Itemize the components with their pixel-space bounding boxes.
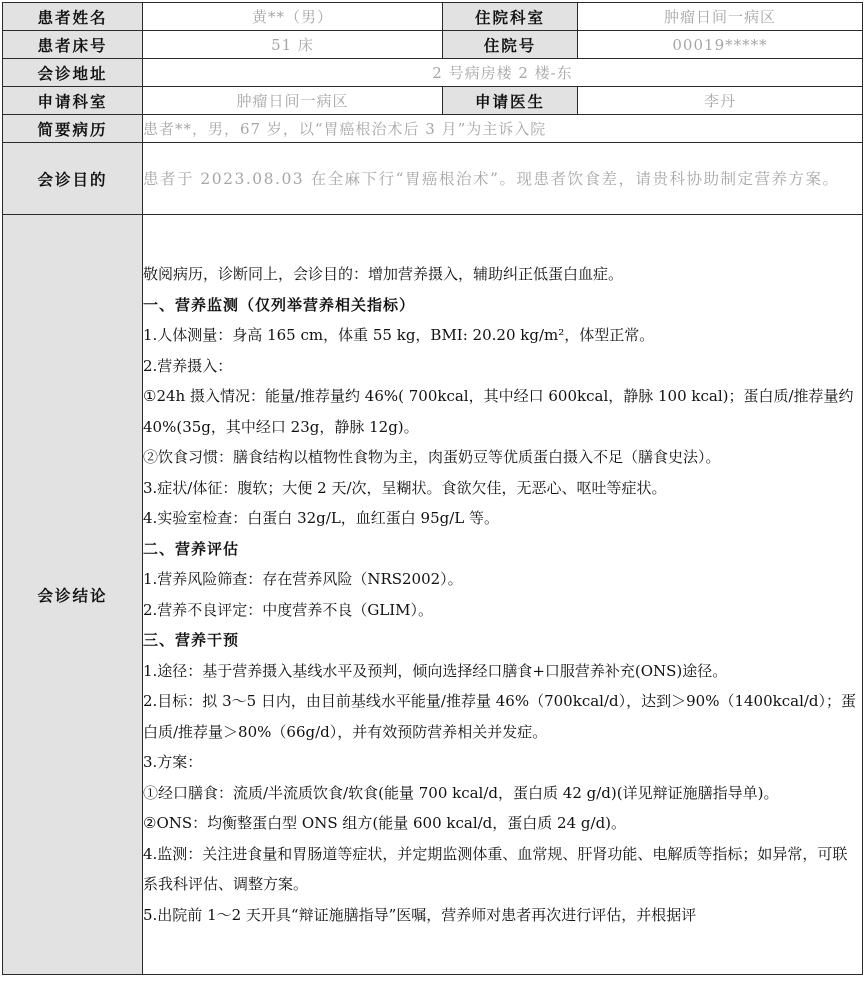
dept-value: 肿瘤日间一病区 (578, 3, 863, 31)
symptoms-line: 3.症状/体征：腹软；大便 2 天/次，呈糊状。食欲欠佳，无恶心、呕吐等症状。 (143, 478, 667, 497)
history-label: 简要病历 (3, 115, 143, 143)
name-label: 患者姓名 (3, 3, 143, 31)
anthropometry-line: 1.人体测量：身高 165 cm，体重 55 kg，BMI: 20.20 kg/m²，体型正常。 (143, 326, 655, 344)
purpose-label: 会诊目的 (3, 143, 143, 215)
section-heading-intervention: 三、营养干预 (143, 631, 240, 649)
bed-label: 患者床号 (3, 31, 143, 59)
row-patient-name (3, 3, 863, 31)
row-bed (3, 31, 863, 59)
name-value: 黄**（男） (143, 3, 443, 31)
conclusion-body (143, 215, 863, 975)
req-dept-label: 申请科室 (3, 87, 143, 115)
location-label: 会诊地址 (3, 59, 143, 87)
admission-no-label: 住院号 (443, 31, 578, 59)
plan-heading: 3.方案： (143, 753, 203, 771)
ons-line: ②ONS：均衡整蛋白型 ONS 组方(能量 600 kcal/d，蛋白质 24 g/d)。 (143, 814, 627, 832)
lab-line: 4.实验室检查：白蛋白 32g/L，血红蛋白 95g/L 等。 (143, 509, 500, 527)
section-heading-assessment: 二、营养评估 (143, 539, 240, 558)
conclusion-intro: 敬阅病历，诊断同上，会诊目的：增加营养摄入，辅助纠正低蛋白血症。 (143, 265, 624, 283)
row-location (3, 59, 863, 87)
goal-line: 2.目标：拟 3～5 日内，由目前基线水平能量/推荐量 46%（700kcal/d），达到＞90%（1400kcal/d）；蛋白质/推荐量＞80%（66g/d），并有效预防营养相关并发症。 (143, 692, 857, 741)
req-doctor-label: 申请医生 (443, 87, 578, 115)
discharge-line: 5.出院前 1～2 天开具“辩证施膳指导”医嘱，营养师对患者再次进行评估，并根据评 (143, 905, 697, 924)
req-doctor-value: 李丹 (578, 87, 863, 115)
intake-24h-line: ①24h 摄入情况：能量/推荐量约 46%( 700kcal，其中经口 600kcal，静脉 100 kcal)；蛋白质/推荐量约 40%(35g，其中经口 23g，静脉 12g)。 (143, 387, 854, 436)
conclusion-label: 会诊结论 (3, 215, 143, 975)
row-conclusion (3, 215, 863, 975)
malnutrition-line: 2.营养不良评定：中度营养不良（GLIM）。 (143, 600, 434, 619)
row-history (3, 115, 863, 143)
monitoring-line: 4.监测：关注进食量和胃肠道等症状，并定期监测体重、血常规、肝肾功能、电解质等指标；如异常，可联系我科评估、调整方案。 (143, 844, 848, 893)
row-request (3, 87, 863, 115)
consultation-form (2, 2, 863, 975)
bed-value: 51 床 (143, 31, 443, 59)
oral-diet-line: ①经口膳食：流质/半流质饮食/软食(能量 700 kcal/d，蛋白质 42 g/d)(详见辩证施膳指导单)。 (143, 783, 779, 802)
history-value: 患者**，男，67 岁，以“胃癌根治术后 3 月”为主诉入院 (143, 115, 863, 143)
row-purpose (3, 143, 863, 215)
location-value: 2 号病房楼 2 楼-东 (143, 59, 863, 87)
diet-habit-line: ②饮食习惯：膳食结构以植物性食物为主，肉蛋奶豆等优质蛋白摄入不足（膳食史法）。 (143, 448, 721, 466)
intake-heading: 2.营养摄入： (143, 356, 233, 375)
risk-screening-line: 1.营养风险筛查：存在营养风险（NRS2002）。 (143, 570, 463, 588)
section-heading-monitoring: 一、营养监测（仅列举营养相关指标） (143, 295, 416, 314)
req-dept-value: 肿瘤日间一病区 (143, 87, 443, 115)
purpose-value: 患者于 2023.08.03 在全麻下行“胃癌根治术”。现患者饮食差，请贵科协助制定营养方案。 (143, 143, 863, 215)
dept-label: 住院科室 (443, 3, 578, 31)
route-line: 1.途径：基于营养摄入基线水平及预判，倾向选择经口膳食+口服营养补充(ONS)途径。 (143, 661, 728, 680)
admission-no-value: 00019***** (578, 31, 863, 59)
